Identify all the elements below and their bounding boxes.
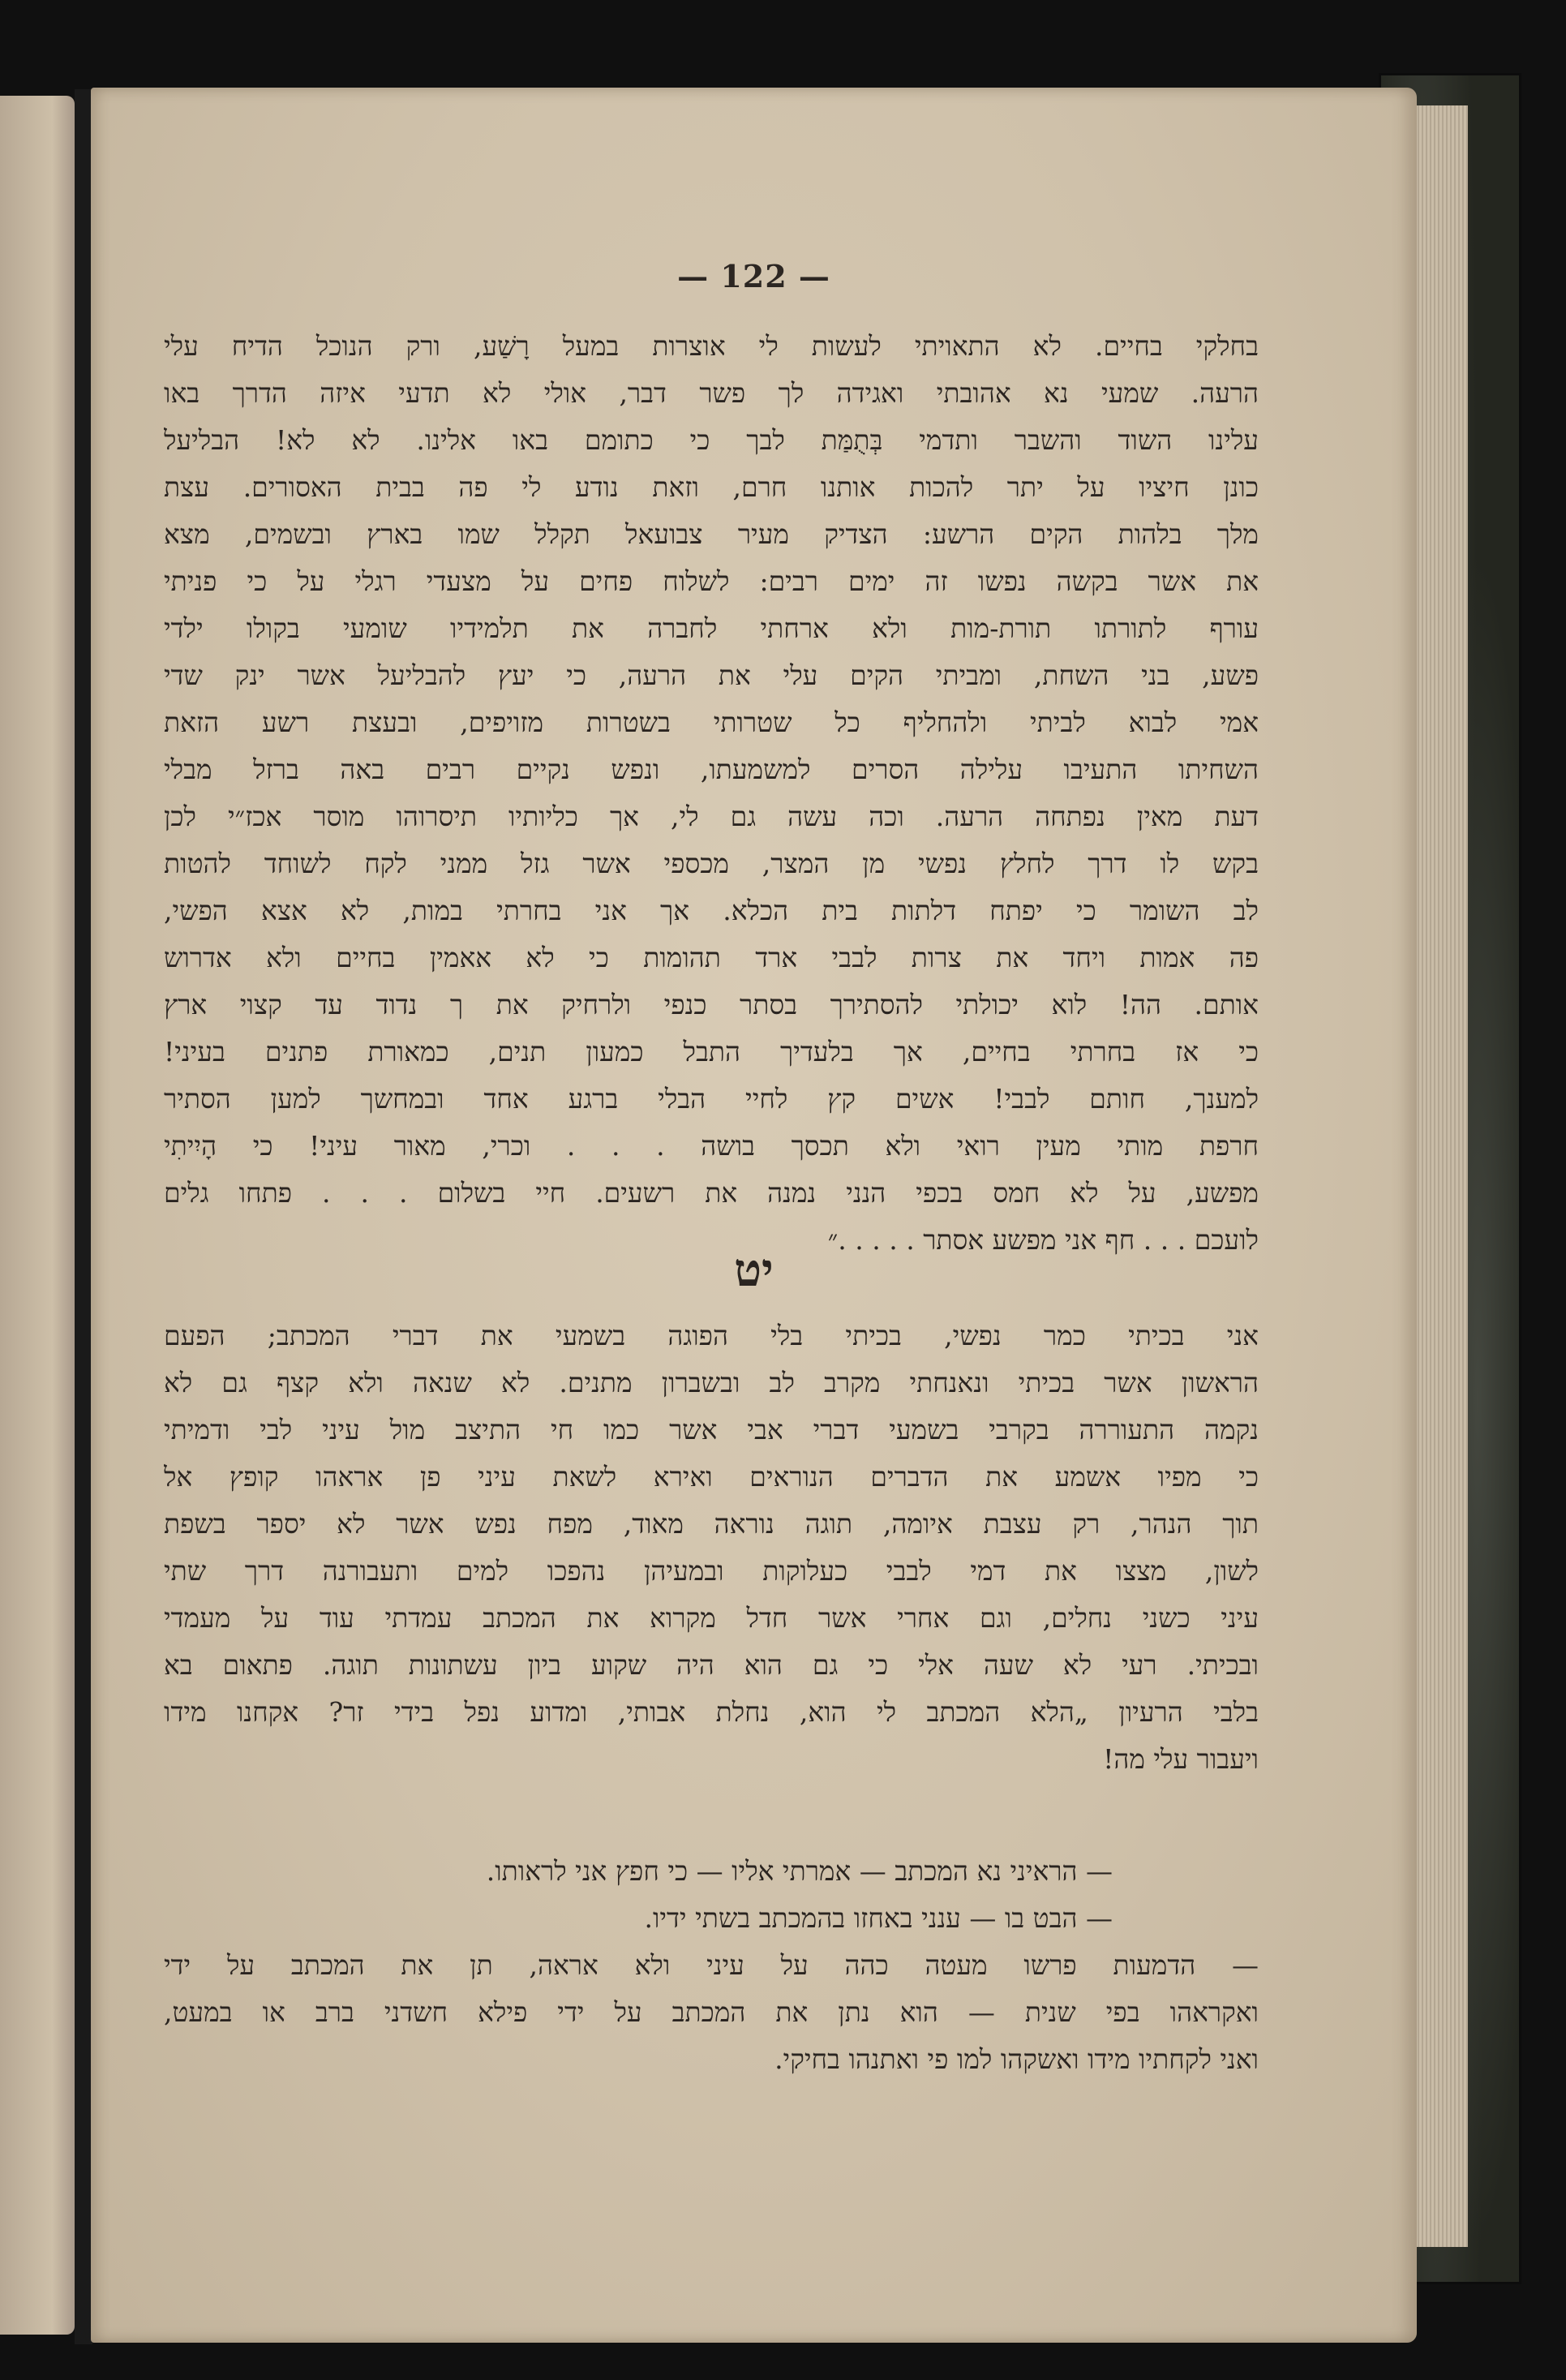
text-line: לשון, מצצו את דמי לבבי כעלוקות ובמעיהן נהפכו למים ותעבורנה דרך שתי bbox=[164, 1555, 1259, 1587]
text-line: בלבי הרעיון „הלא המכתב לי הוא, נחלת אבותי, ומדוע נפל בידי זר? אקחנו מידו bbox=[164, 1696, 1259, 1728]
text-line: הראשון אשר בכיתי ונאנחתי מקרב לב ובשברון מתנים. לא שנאה ולא קצף גם לא bbox=[164, 1367, 1259, 1398]
text-line: כונן חיציו על יתר להכות אותנו חרם, וזאת נודע לי פה בבית האסורים. עצת bbox=[164, 471, 1259, 503]
text-line: השחיתו התעיבו עלילה הסרים למשמעתו, ונפש נקיים רבים באה ברזל מבלי bbox=[164, 754, 1259, 785]
text-line: עיני כשני נחלים, וגם אחרי אשר חדל מקרוא את המכתב עמדתי עוד על מעמדי bbox=[164, 1602, 1259, 1634]
book-gutter bbox=[75, 89, 92, 2344]
text-line: לב השומר כי יפתח דלתות בית הכלא. אך אני בחרתי במות, לא אצא הפשי, bbox=[164, 895, 1259, 926]
text-line: בקש לו דרך לחלץ נפשי מן המצר, מכספי אשר גזל ממני לקח לשוחד להטות bbox=[164, 848, 1259, 879]
dialogue-text bbox=[164, 1848, 1259, 2083]
narrative-text bbox=[164, 1312, 1259, 1783]
dialogue-line: ואקראהו בפי שנית — הוא נתן את המכתב על ידי פילא חשדני ברב או במעט, bbox=[164, 1996, 1259, 2028]
dialogue-line: — הראיני נא המכתב — אמרתי אליו — כי חפץ אני לראותו. bbox=[486, 1855, 1113, 1887]
text-line: נקמה התעוררה בקרבי בשמעי דברי אבי אשר כמו חי התיצב מול עיני לבי ודמיתי bbox=[164, 1414, 1259, 1446]
text-line: ויעבור עלי מה! bbox=[1103, 1743, 1259, 1775]
text-line: לועכם . . . חף אני מפשע אסתר . . . . .״ bbox=[827, 1224, 1259, 1256]
text-line: עלינו השוד והשבר ותדמי בְּתֻמַּת לבך כי כתומם באו אלינו. לא לא! הבליעל bbox=[164, 424, 1259, 456]
text-line: פשע, בני השחת, ומביתי הקים עלי את הרעה, כי יעץ להבליעל אשר ינק שדי bbox=[164, 659, 1259, 691]
dialogue-line: — הבט בו — ענני באחזו בהמכתב בשתי ידיו. bbox=[644, 1902, 1113, 1934]
text-line: אותם. הה! לוא יכולתי להסתירך בסתר כנפי ולרחיק את ך נדוד עד קצוי ארץ bbox=[164, 989, 1259, 1020]
dialogue-line: ואני לקחתיו מידו ואשקהו למו פי ואתנהו בחיקי. bbox=[774, 2043, 1259, 2075]
text-line: כי אז בחרתי בחיים, אך בלעדיך התבל כמעון תנים, כמאורת פתנים בעיני! bbox=[164, 1036, 1259, 1068]
text-line: חרפת מותי מעין רואי ולא תכסך בושה . . . וכרי, מאור עיני! כי הָיִיתִי bbox=[164, 1130, 1259, 1162]
text-line: בחלקי בחיים. לא התאויתי לעשות לי אוצרות במעל רָשַׁע, ורק הנוכל הדיח עלי bbox=[164, 330, 1259, 362]
text-line: אמי לבוא לביתי ולהחליף כל שטרותי בשטרות מזויפים, ובעצת רשע הזאת bbox=[164, 707, 1259, 738]
text-line: מפשע, על לא חמס בכפי הנני נמנה את רשעים. חיי בשלום . . . פתחו גלים bbox=[164, 1177, 1259, 1209]
text-line: כי מפיו אשמע את הדברים הנוראים ואירא לשאת עיני פן אראהו קופץ אל bbox=[164, 1461, 1259, 1493]
text-line: דעת מאין נפתחה הרעה. וכה עשה גם לי, אך כליותיו תיסרוהו מוסר אכז״י לכן bbox=[164, 801, 1259, 832]
text-line: למענך, חותם לבבי! אשים קץ לחיי הבלי ברגע אחד ובמחשך למען הסתיר bbox=[164, 1083, 1259, 1115]
text-line: פה אמות ויחד את צרות לבבי ארד תהומות כי לא אאמין בחיים ולא אדרוש bbox=[164, 942, 1259, 973]
text-line: עורף לתורתו תורת-מות ולא ארחתי לחברה את תלמידיו שומעי בקולו ילדי bbox=[164, 612, 1259, 644]
facing-page-edge bbox=[0, 96, 75, 2335]
book-page bbox=[91, 88, 1417, 2343]
text-line: הרעה. שמעי נא אהובתי ואגידה לך פשר דבר, אולי לא תדעי איזה הדרך באו bbox=[164, 377, 1259, 409]
dialogue-line: — הדמעות פרשו מעטה כהה על עיני ולא אראה, תן את המכתב על ידי bbox=[164, 1949, 1259, 1981]
text-line: אני בכיתי כמר נפשי, בכיתי בלי הפוגה בשמעי את דברי המכתב; הפעם bbox=[164, 1320, 1259, 1351]
text-line: את אשר בקשה נפשו זה ימים רבים: לשלוח פחים על מצעדי רגלי על כי פניתי bbox=[164, 565, 1259, 597]
letter-text bbox=[164, 323, 1259, 1264]
text-line: תוך הנהר, רק עצבת איומה, תוגה נוראה מאוד, מפח נפש אשר לא יספר בשפת bbox=[164, 1508, 1259, 1540]
chapter-heading: יט bbox=[734, 1244, 774, 1297]
text-line: מלך בלהות הקים הרשע: הצדיק מעיר צבועאל תקלל שמו בארץ ובשמים, מצא bbox=[164, 518, 1259, 550]
text-line: ובכיתי. רעי לא שעה אלי כי גם הוא היה שקוע ביון עשתונות תוגה. פתאום בא bbox=[164, 1649, 1259, 1681]
page-number: — 122 — bbox=[677, 258, 830, 294]
